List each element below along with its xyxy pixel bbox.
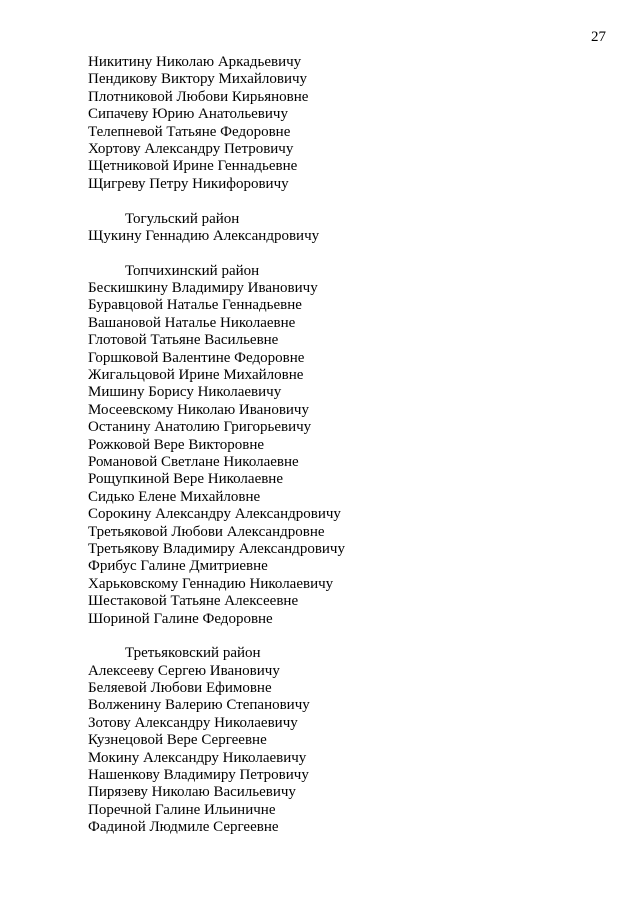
list-item: Третьяковой Любови Александровне [88, 523, 325, 540]
list-item: Сидько Елене Михайловне [88, 488, 261, 505]
list-item: Горшковой Валентине Федоровне [88, 349, 305, 366]
list-item: Жигальцовой Ирине Михайловне [88, 367, 304, 384]
list-item: Фадиной Людмиле Сергеевне [88, 819, 279, 836]
list-item: Волженину Валерию Степановичу [88, 697, 310, 714]
section-heading: Топчихинский район [125, 262, 260, 279]
page-number: 27 [591, 29, 606, 45]
list-item: Мокину Александру Николаевичу [88, 749, 307, 766]
list-item: Зотову Александру Николаевичу [88, 714, 298, 731]
list-item: Рожковой Вере Викторовне [88, 436, 265, 453]
list-item: Рощупкиной Вере Николаевне [88, 471, 283, 488]
list-item: Щукину Геннадию Александровичу [88, 227, 320, 244]
list-item: Нашенкову Владимиру Петровичу [88, 767, 309, 784]
list-item: Плотниковой Любови Кирьяновне [88, 88, 309, 105]
section-heading: Третьяковский район [125, 645, 261, 662]
list-item: Романовой Светлане Николаевне [88, 453, 299, 470]
list-item: Сипачеву Юрию Анатольевичу [88, 106, 288, 123]
list-item: Буравцовой Наталье Геннадьевне [88, 297, 302, 314]
list-item: Фрибус Галине Дмитриевне [88, 558, 268, 575]
section-heading: Тогульский район [125, 210, 240, 227]
section-togulsky [88, 211, 600, 246]
list-item: Щетниковой Ирине Геннадьевне [88, 158, 298, 175]
list-item: Алексееву Сергею Ивановичу [88, 662, 280, 679]
list-item: Пендикову Виктору Михайловичу [88, 71, 308, 88]
section-topchikhinsky [88, 263, 600, 628]
section-tretyakovsky [88, 645, 600, 836]
document-body [88, 54, 600, 837]
list-item: Шориной Галине Федоровне [88, 610, 273, 627]
list-item: Вашановой Наталье Николаевне [88, 314, 296, 331]
list-item: Хортову Александру Петровичу [88, 140, 294, 157]
list-item: Шестаковой Татьяне Алексеевне [88, 593, 299, 610]
list-item: Никитину Николаю Аркадьевичу [88, 54, 302, 70]
list-item: Мишину Борису Николаевичу [88, 384, 282, 401]
list-item: Мосеевскому Николаю Ивановичу [88, 401, 309, 418]
list-item: Бескишкину Владимиру Ивановичу [88, 280, 318, 297]
list-item: Харьковскому Геннадию Николаевичу [88, 575, 334, 592]
list-item: Беляевой Любови Ефимовне [88, 680, 272, 697]
list-item: Щигреву Петру Никифоровичу [88, 175, 289, 192]
list-item: Телепневой Татьяне Федоровне [88, 123, 291, 140]
list-item: Пирязеву Николаю Васильевичу [88, 784, 296, 801]
list-item: Поречной Галине Ильиничне [88, 801, 276, 818]
list-item: Кузнецовой Вере Сергеевне [88, 732, 267, 749]
name-list-continued [88, 54, 600, 193]
list-item: Останину Анатолию Григорьевичу [88, 419, 312, 436]
list-item: Глотовой Татьяне Васильевне [88, 332, 279, 349]
list-item: Третьякову Владимиру Александровичу [88, 540, 345, 557]
list-item: Сорокину Александру Александровичу [88, 506, 341, 523]
